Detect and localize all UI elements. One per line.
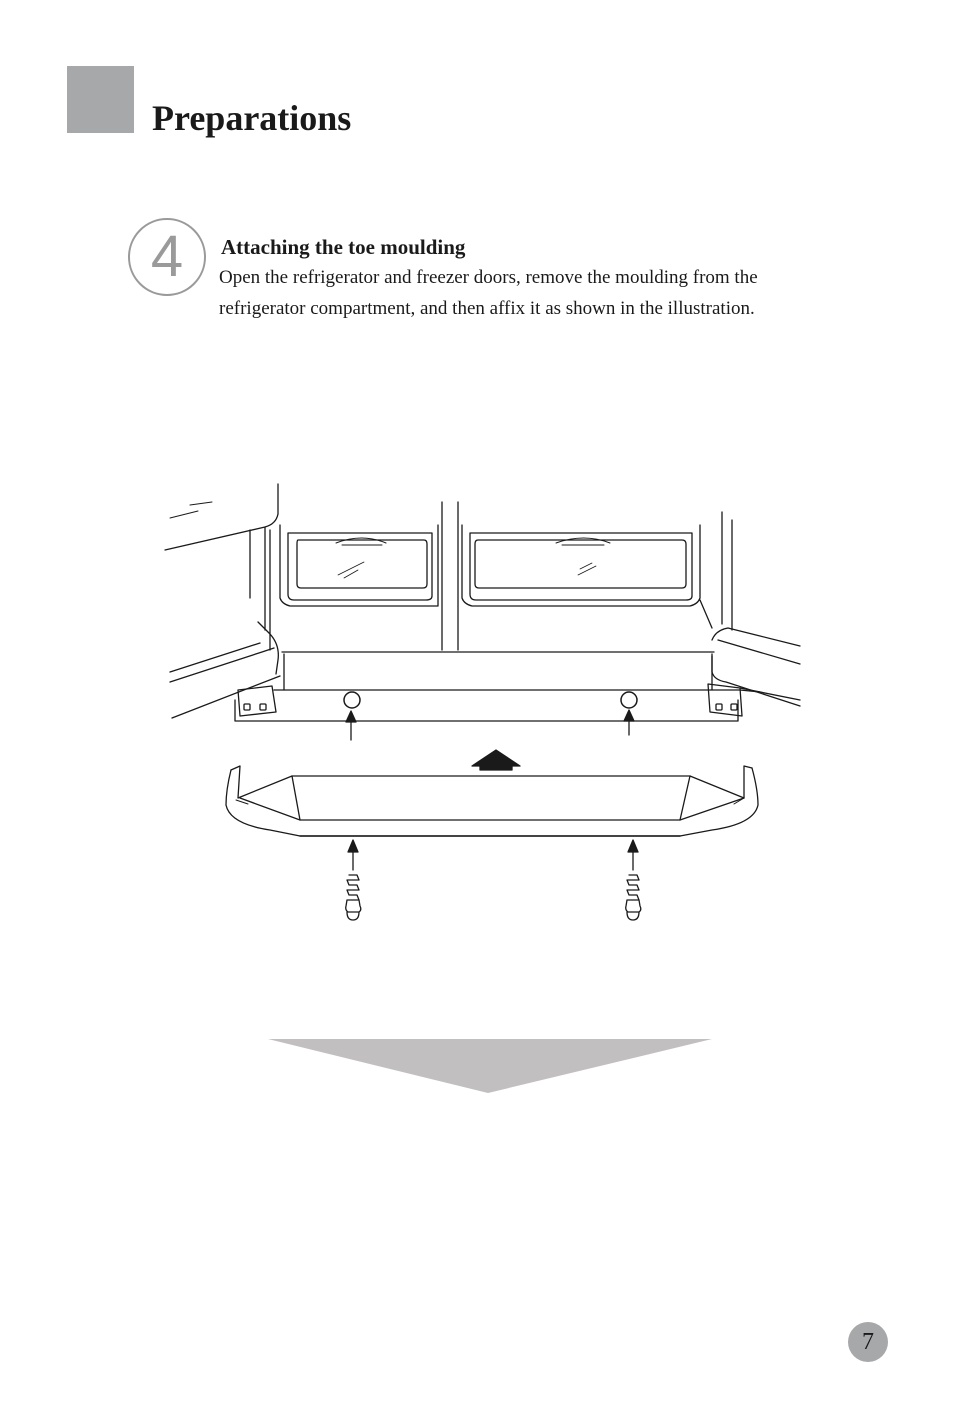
screw-left <box>346 840 361 920</box>
right-door <box>712 512 800 706</box>
left-door <box>165 484 280 718</box>
toe-moulding-illustration <box>160 475 805 930</box>
step-heading: Attaching the toe moulding <box>221 235 466 259</box>
step-number-badge: 4 <box>128 218 206 296</box>
cabinet <box>270 502 740 690</box>
page-title: Preparations <box>152 98 352 138</box>
step-instructions: Open the refrigerator and freezer doors, remove the moulding from the refrigerator compartment, and then affix it as shown in the illustration. <box>219 267 758 319</box>
page-number: 7 <box>848 1322 888 1362</box>
toe-moulding <box>226 766 758 836</box>
down-arrow-icon <box>266 1036 714 1096</box>
screw-right <box>626 840 641 920</box>
up-arrow-icon <box>472 750 520 770</box>
section-marker <box>67 66 134 133</box>
base-plate <box>235 684 760 740</box>
